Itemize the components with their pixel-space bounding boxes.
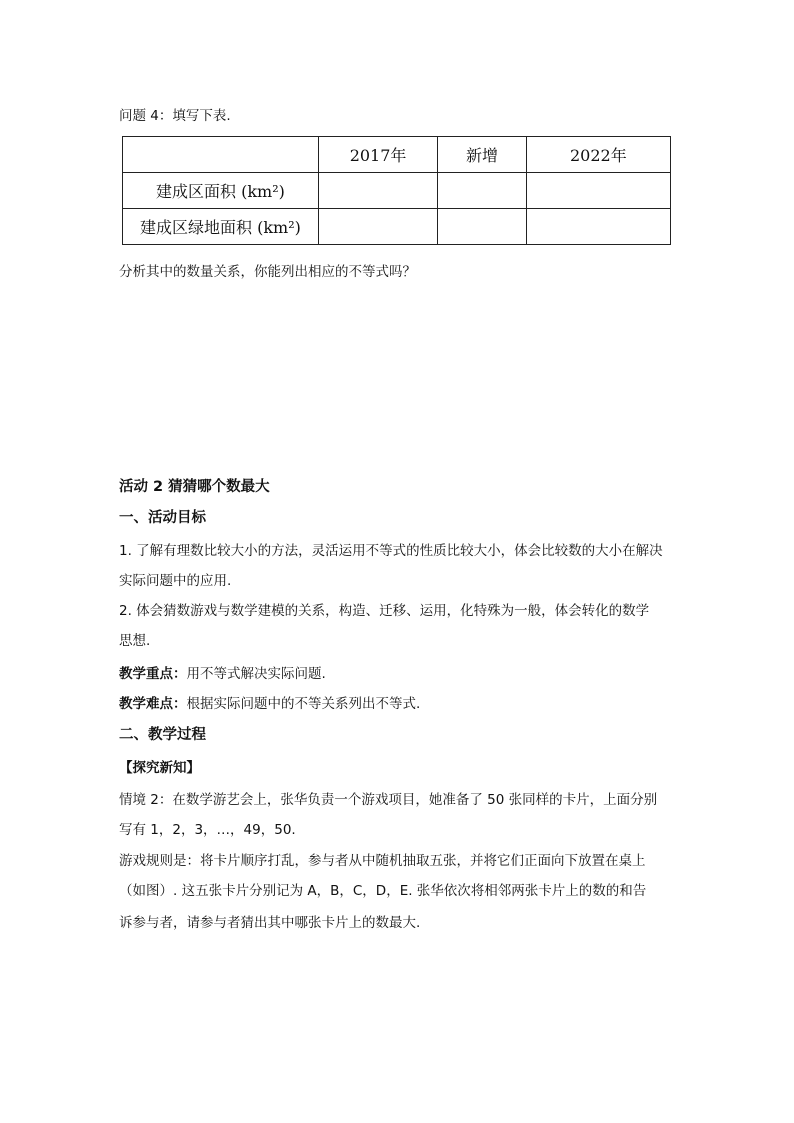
table-header-cell: 2017年 bbox=[318, 137, 437, 173]
key-point bbox=[119, 664, 679, 684]
section-2-heading: 二、教学过程 bbox=[119, 727, 206, 743]
difficulty-label: 教学难点： bbox=[119, 696, 187, 712]
table-header-cell bbox=[123, 137, 319, 173]
table-row bbox=[123, 209, 671, 245]
goal-1-line-1: 1. 了解有理数比较大小的方法，灵活运用不等式的性质比较大小，体会比较数的大小在解决 bbox=[119, 543, 663, 559]
explore-label: 【探究新知】 bbox=[119, 760, 200, 776]
difficulty-point bbox=[119, 694, 679, 714]
table-header-row bbox=[123, 137, 671, 173]
key-point-text: 用不等式解决实际问题. bbox=[186, 666, 326, 682]
analysis-question: 分析其中的数量关系，你能列出相应的不等式吗？ bbox=[119, 264, 416, 280]
goal-2-line-1: 2. 体会猜数游戏与数学建模的关系，构造、迁移、运用，化特殊为一般，体会转化的数学 bbox=[119, 603, 650, 619]
table-row bbox=[123, 173, 671, 209]
section-1-heading: 一、活动目标 bbox=[119, 510, 206, 526]
table-row-label: 建成区绿地面积 (km²) bbox=[123, 209, 319, 245]
data-table bbox=[122, 136, 671, 245]
scenario-line-2: 写有 1，2，3，…，49，50. bbox=[119, 822, 296, 838]
question-4: 问题 4：填写下表. bbox=[119, 108, 231, 124]
table-header-cell: 2022年 bbox=[526, 137, 670, 173]
table-cell-empty bbox=[438, 209, 526, 245]
goal-2-line-2: 思想. bbox=[119, 633, 151, 649]
rule-line-1: 游戏规则是：将卡片顺序打乱，参与者从中随机抽取五张，并将它们正面向下放置在桌上 bbox=[119, 853, 646, 869]
table-cell-empty bbox=[318, 173, 437, 209]
table-row-label: 建成区面积 (km²) bbox=[123, 173, 319, 209]
difficulty-text: 根据实际问题中的不等关系列出不等式. bbox=[186, 696, 421, 712]
activity-2-title: 活动 2 猜猜哪个数最大 bbox=[119, 479, 270, 495]
rule-line-2: （如图）. 这五张卡片分别记为 A，B，C，D，E. 张华依次将相邻两张卡片上的数的和告 bbox=[119, 883, 647, 899]
table-cell-empty bbox=[318, 209, 437, 245]
rule-line-3: 诉参与者，请参与者猜出其中哪张卡片上的数最大. bbox=[119, 915, 421, 931]
table-cell-empty bbox=[526, 209, 670, 245]
goal-1-line-2: 实际问题中的应用. bbox=[119, 573, 232, 589]
key-point-label: 教学重点： bbox=[119, 666, 187, 682]
table-cell-empty bbox=[438, 173, 526, 209]
scenario-line-1: 情境 2：在数学游艺会上，张华负责一个游戏项目，她准备了 50 张同样的卡片，上面分别 bbox=[119, 792, 658, 808]
table-cell-empty bbox=[526, 173, 670, 209]
table-header-cell: 新增 bbox=[438, 137, 526, 173]
